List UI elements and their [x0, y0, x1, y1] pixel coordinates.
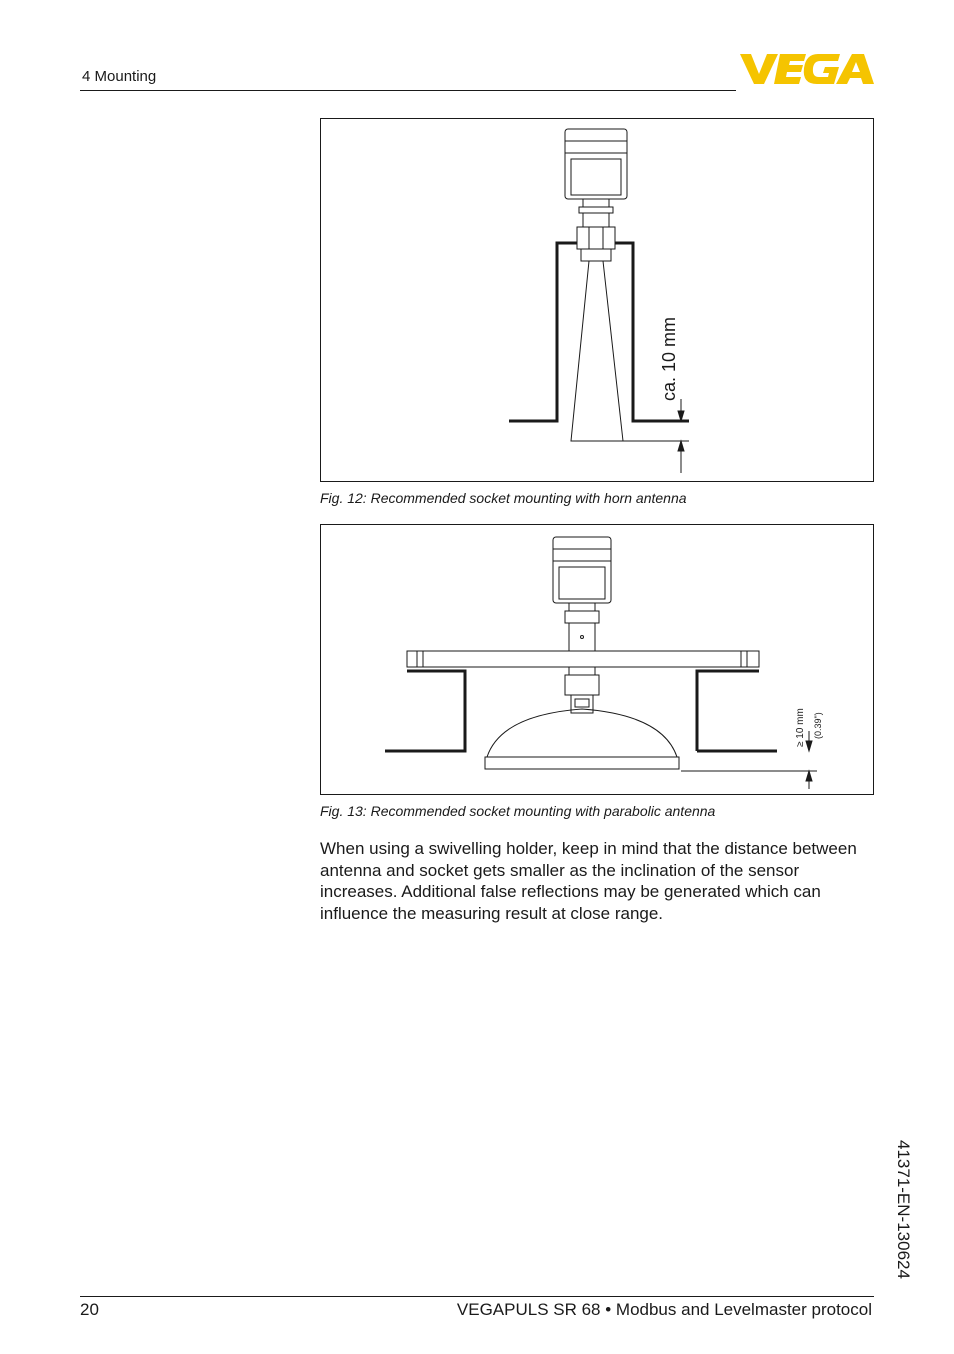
parabolic-antenna-drawing	[321, 525, 873, 794]
mounting-flange	[407, 651, 759, 667]
socket-left-wall	[385, 671, 465, 751]
dimension-label-parabolic-imperial: (0.39")	[813, 712, 823, 739]
socket-left-wall	[509, 243, 577, 421]
socket-right-wall	[697, 671, 759, 751]
horn-antenna-drawing	[321, 119, 873, 481]
horn-antenna	[571, 261, 623, 441]
figure-parabolic-antenna	[320, 524, 874, 795]
figure-13-caption: Fig. 13: Recommended socket mounting with parabolic antenna	[320, 803, 716, 819]
figure-12-caption: Fig. 12: Recommended socket mounting with horn antenna	[320, 490, 687, 506]
sensor-housing	[565, 129, 627, 199]
figure-horn-antenna	[320, 118, 874, 482]
dimension-label-parabolic: ≥ 10 mm	[795, 708, 806, 747]
header-divider	[80, 90, 736, 91]
section-title: 4 Mounting	[82, 68, 157, 85]
document-code: 41371-EN-130624	[894, 1140, 913, 1279]
dimension-label-horn: ca. 10 mm	[659, 316, 679, 401]
footer-title: VEGAPULS SR 68 • Modbus and Levelmaster protocol	[456, 1300, 872, 1319]
body-paragraph: When using a swivelling holder, keep in mind that the distance between antenna and socket gets smaller as the inclination of the sensor increases. Additional false reflections may be generated which can influence the measuring result at close range.	[320, 839, 857, 924]
page-number: 20	[80, 1300, 99, 1319]
vega-logo	[740, 52, 874, 86]
vega-logo-mark	[740, 54, 874, 84]
sensor-housing	[553, 537, 611, 603]
footer-divider	[80, 1296, 874, 1297]
parabolic-dish	[487, 709, 677, 757]
